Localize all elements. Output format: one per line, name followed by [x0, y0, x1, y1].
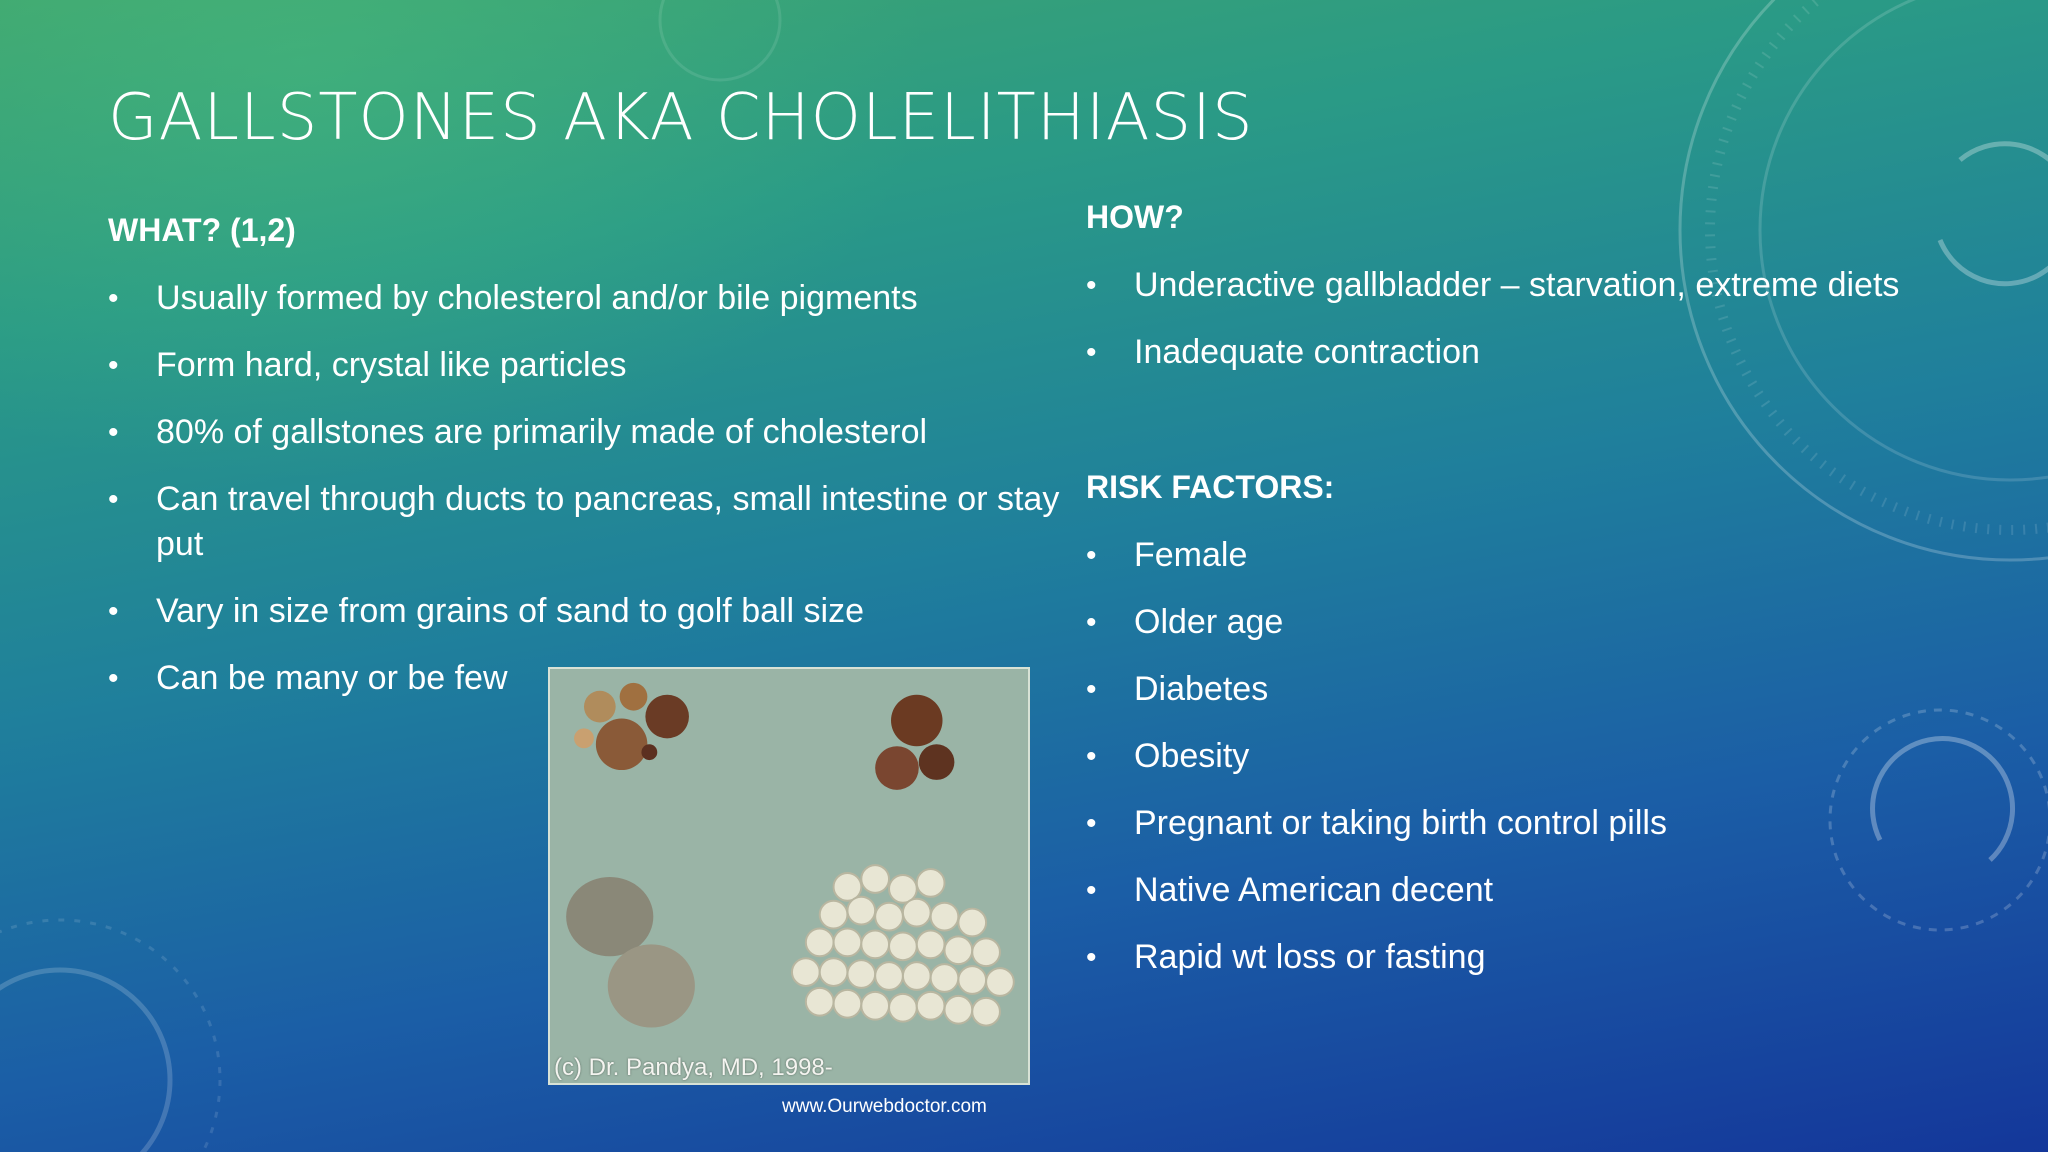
how-heading: HOW? [1086, 199, 1184, 235]
list-item: • Underactive gallbladder – starvation, extreme diets [1086, 263, 2046, 308]
list-item: • Female [1086, 533, 1986, 578]
list-item: • Older age [1086, 600, 1986, 645]
photo-credit-caption: (c) Dr. Pandya, MD, 1998- [554, 1054, 833, 1081]
list-item: • Can be many or be few [108, 656, 1048, 701]
what-bullet-list [108, 276, 1060, 723]
list-item: • Vary in size from grains of sand to golf ball size [108, 589, 1048, 634]
image-source-link[interactable]: www.Ourwebdoctor.com [782, 1096, 987, 1117]
how-bullet-list [1086, 263, 2046, 397]
gallstones-illustration [550, 669, 1028, 1083]
gallstones-photo [548, 667, 1030, 1085]
risk-factors-heading: RISK FACTORS: [1086, 469, 1335, 505]
list-item: • Inadequate contraction [1086, 330, 2046, 375]
risk-factors-list [1086, 533, 1986, 1002]
list-item: • Can travel through ducts to pancreas, small intestine or stay put [108, 477, 1086, 567]
list-item: • Form hard, crystal like particles [108, 343, 1048, 388]
slide-title: GALLSTONES AKA CHOLELITHIASIS [108, 81, 1254, 155]
list-item: • Diabetes [1086, 667, 1986, 712]
list-item: • Usually formed by cholesterol and/or bile pigments [108, 276, 1048, 321]
list-item: • 80% of gallstones are primarily made of cholesterol [108, 410, 1048, 455]
what-heading: WHAT? (1,2) [108, 212, 296, 248]
list-item: • Native American decent [1086, 868, 1986, 913]
list-item: • Rapid wt loss or fasting [1086, 935, 1986, 980]
list-item: • Obesity [1086, 734, 1986, 779]
list-item: • Pregnant or taking birth control pills [1086, 801, 1986, 846]
